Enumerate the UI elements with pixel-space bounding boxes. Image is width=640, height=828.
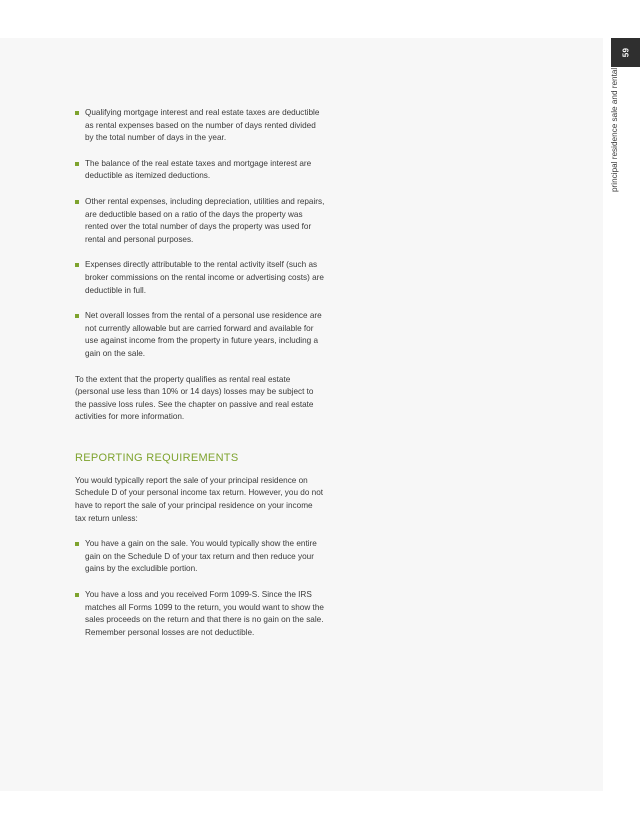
square-bullet-icon xyxy=(75,593,79,597)
list-item-text: Qualifying mortgage interest and real estate taxes are deductible as rental expenses based on the number of days rented divided by the total number of days in the year. xyxy=(85,108,320,143)
list-item xyxy=(75,107,325,145)
section-heading: REPORTING REQUIREMENTS xyxy=(75,451,239,464)
square-bullet-icon xyxy=(75,162,79,166)
list-item-text: Net overall losses from the rental of a personal use residence are not currently allowable but are carried forward and available for use against income from the property in future years, including a gain on the sale. xyxy=(85,311,322,358)
square-bullet-icon xyxy=(75,314,79,318)
square-bullet-icon xyxy=(75,263,79,267)
list-item-text: You have a loss and you received Form 1099-S. Since the IRS matches all Forms 1099 to the return, you would want to show the sales proceeds on the return and that there is no gain on the sale. Remember personal losses are not deductible. xyxy=(85,590,324,637)
page-number: 59 xyxy=(621,47,630,58)
chapter-side-title xyxy=(604,67,628,200)
square-bullet-icon xyxy=(75,111,79,115)
page-number-tab xyxy=(611,38,640,67)
square-bullet-icon xyxy=(75,542,79,546)
list-item xyxy=(75,310,325,360)
square-bullet-icon xyxy=(75,200,79,204)
rental-expense-list xyxy=(75,107,325,361)
list-item xyxy=(75,196,325,246)
list-item xyxy=(75,589,325,639)
list-item xyxy=(75,259,325,297)
list-item-text: Other rental expenses, including depreciation, utilities and repairs, are deductible based on a ratio of the days the property was rented over the total number of days the property was used for rental and personal purposes. xyxy=(85,196,325,244)
chapter-title: principal residence sale and rental xyxy=(610,67,619,192)
list-item-text: You have a gain on the sale. You would typically show the entire gain on the Schedule D of your tax return and then reduce your gains by the excludible portion. xyxy=(85,539,317,574)
list-item xyxy=(75,538,325,576)
reporting-conditions-list xyxy=(75,538,325,639)
list-item xyxy=(75,158,325,183)
passive-loss-paragraph: To the extent that the property qualifies as rental real estate (personal use less than 10% or 14 days) losses may be subject to the passive loss rules. See the chapter on passive and real estate activities for more information. xyxy=(75,374,314,422)
main-content xyxy=(75,107,325,652)
list-item-text: Expenses directly attributable to the rental activity itself (such as broker commissions on the rental income or advertising costs) are deductible in full. xyxy=(85,260,324,295)
reporting-intro-paragraph: You would typically report the sale of your principal residence on Schedule D of your personal income tax return. However, you do not have to report the sale of your principal residence on your income tax return unless: xyxy=(75,475,324,523)
list-item-text: The balance of the real estate taxes and mortgage interest are deductible as itemized deductions. xyxy=(85,158,312,181)
